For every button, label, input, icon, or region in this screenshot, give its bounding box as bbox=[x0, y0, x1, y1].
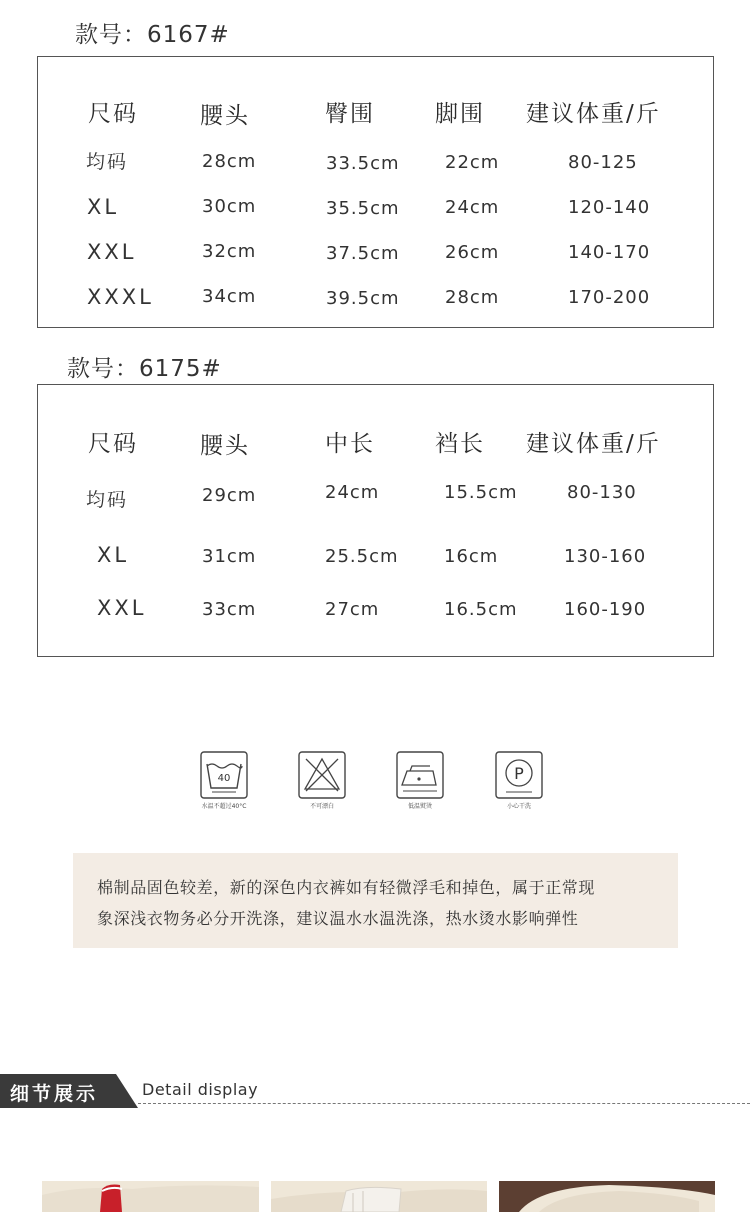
table-row-size: 均码 bbox=[86, 489, 129, 511]
iron-low-icon bbox=[396, 751, 444, 799]
header-hip: 臀围 bbox=[325, 101, 375, 127]
care-label-iron: 低温熨烫 bbox=[407, 803, 432, 810]
header-waist: 腰头 bbox=[200, 103, 250, 129]
header-length: 中长 bbox=[325, 431, 375, 457]
table-row-length: 25.5cm bbox=[325, 546, 399, 567]
care-label-bleach: 不可漂白 bbox=[309, 803, 334, 810]
detail-thumbnail[interactable] bbox=[271, 1181, 487, 1212]
table-row-weight: 160-190 bbox=[564, 599, 647, 620]
detail-thumbnail[interactable] bbox=[499, 1181, 715, 1212]
table-row-leg: 24cm bbox=[445, 197, 500, 218]
table-row-weight: 130-160 bbox=[564, 546, 647, 567]
table-row-size: 均码 bbox=[86, 151, 129, 173]
detail-thumbnail-art bbox=[42, 1181, 259, 1212]
no-bleach-icon bbox=[298, 751, 346, 799]
table-row-rise: 16.5cm bbox=[444, 599, 518, 620]
header-size: 尺码 bbox=[88, 101, 138, 127]
table-row-waist: 34cm bbox=[202, 286, 257, 307]
model-title-6167: 款号：6167# bbox=[75, 22, 230, 48]
table-row-waist: 32cm bbox=[202, 241, 257, 262]
table-row-size: XL bbox=[87, 195, 120, 219]
table-row-length: 27cm bbox=[325, 599, 380, 620]
header-size: 尺码 bbox=[88, 431, 138, 457]
size-table-6167 bbox=[37, 56, 714, 328]
table-row-leg: 28cm bbox=[445, 287, 500, 308]
detail-thumbnail-art bbox=[499, 1181, 715, 1212]
care-label-wash: 水温不超过40°C bbox=[201, 803, 247, 810]
table-row-hip: 33.5cm bbox=[326, 153, 400, 174]
table-row-weight: 120-140 bbox=[568, 197, 651, 218]
care-note-line1: 棉制品固色较差，新的深色内衣裤如有轻微浮毛和掉色，属于正常现 bbox=[97, 878, 596, 897]
table-row-waist: 29cm bbox=[202, 485, 257, 506]
care-label-dryclean: 小心干洗 bbox=[506, 803, 531, 810]
table-row-hip: 35.5cm bbox=[326, 198, 400, 219]
detail-title-en: Detail display bbox=[142, 1080, 259, 1099]
table-row-size: XL bbox=[97, 543, 130, 567]
table-row-weight: 80-130 bbox=[567, 482, 637, 503]
detail-divider bbox=[138, 1103, 750, 1104]
detail-thumbnail-art bbox=[271, 1181, 487, 1212]
table-row-hip: 39.5cm bbox=[326, 288, 400, 309]
table-row-length: 24cm bbox=[325, 482, 380, 503]
table-row-waist: 33cm bbox=[202, 599, 257, 620]
header-rise: 裆长 bbox=[435, 431, 485, 457]
care-note-text bbox=[97, 872, 667, 934]
table-row-size: XXL bbox=[97, 596, 147, 620]
dry-clean-p-icon bbox=[495, 751, 543, 799]
model-title-6175: 款号：6175# bbox=[67, 356, 222, 382]
wash-temp-mark: 40 bbox=[217, 773, 231, 784]
header-weight: 建议体重/斤 bbox=[526, 431, 661, 457]
dry-clean-mark: P bbox=[514, 764, 524, 783]
table-row-hip: 37.5cm bbox=[326, 243, 400, 264]
table-row-waist: 28cm bbox=[202, 151, 257, 172]
size-table-6175 bbox=[37, 384, 714, 657]
table-row-rise: 15.5cm bbox=[444, 482, 518, 503]
header-waist: 腰头 bbox=[200, 433, 250, 459]
header-leg-opening: 脚围 bbox=[435, 101, 485, 127]
table-row-leg: 26cm bbox=[445, 242, 500, 263]
detail-title-cn: 细节展示 bbox=[10, 1083, 99, 1105]
care-note-line2: 象深浅衣物务必分开洗涤，建议温水水温洗涤，热水烫水影响弹性 bbox=[97, 909, 579, 928]
header-weight: 建议体重/斤 bbox=[526, 101, 661, 127]
table-row-size: XXXL bbox=[87, 285, 154, 309]
table-row-size: XXL bbox=[87, 240, 137, 264]
table-row-waist: 30cm bbox=[202, 196, 257, 217]
table-row-leg: 22cm bbox=[445, 152, 500, 173]
table-row-weight: 140-170 bbox=[568, 242, 651, 263]
detail-thumbnail[interactable] bbox=[42, 1181, 259, 1212]
table-row-weight: 80-125 bbox=[568, 152, 638, 173]
table-row-waist: 31cm bbox=[202, 546, 257, 567]
care-note-box bbox=[73, 853, 678, 948]
table-row-rise: 16cm bbox=[444, 546, 499, 567]
table-row-weight: 170-200 bbox=[568, 287, 651, 308]
wash-40-icon bbox=[200, 751, 248, 799]
